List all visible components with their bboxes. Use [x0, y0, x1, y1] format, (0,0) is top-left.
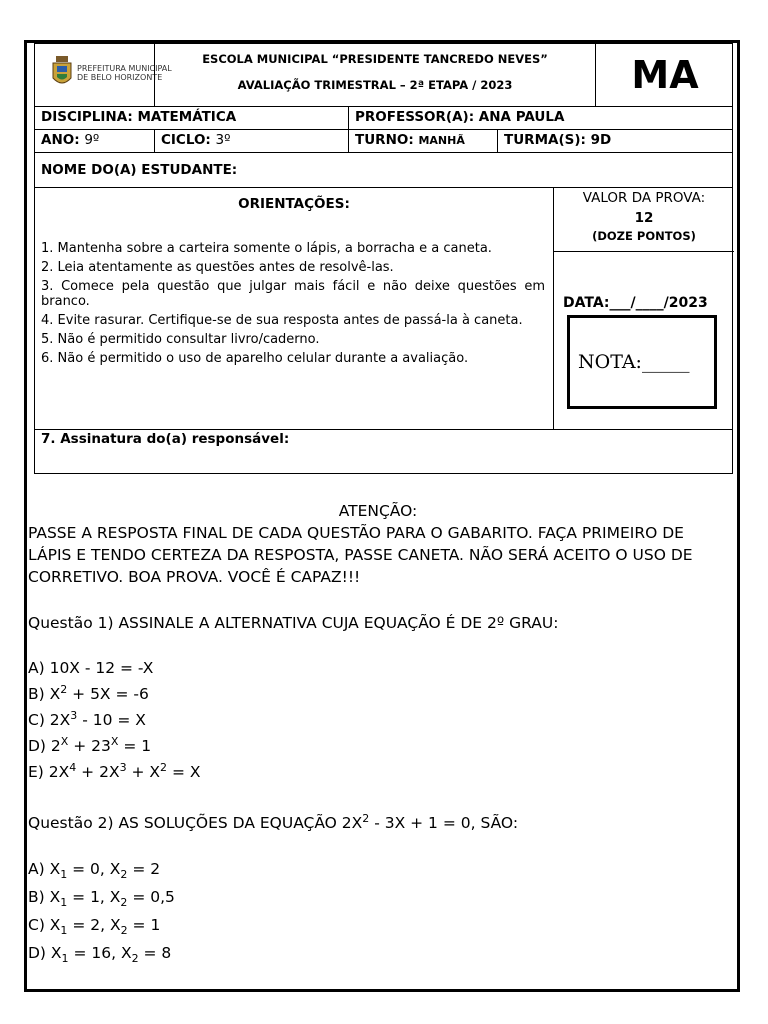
- questao1-option-a: A) 10X - 12 = -X: [28, 659, 154, 677]
- disciplina-label: DISCIPLINA: MATEMÁTICA: [41, 109, 237, 125]
- logo-text-line2: DE BELO HORIZONTE: [77, 73, 163, 82]
- atencao-title: ATENÇÃO:: [338, 502, 418, 520]
- turno-label: TURNO:: [355, 132, 414, 148]
- ano-label: ANO:: [41, 132, 80, 148]
- ano-field: [41, 132, 99, 148]
- atencao-text: PASSE A RESPOSTA FINAL DE CADA QUESTÃO PARA O GABARITO. FAÇA PRIMEIRO DE LÁPIS E TENDO CERTEZA DA RESPOSTA, PASSE CANETA. NÃO SERÁ ACEITO O USO DE CORRETIVO. BOA PROVA. VOCÊ É CAPAZ!!!: [28, 524, 693, 586]
- ano-row: [35, 130, 732, 153]
- assinatura-label: 7. Assinatura do(a) responsável:: [41, 431, 290, 447]
- professor-label: PROFESSOR(A): ANA PAULA: [355, 109, 565, 125]
- disciplina-row: [35, 107, 732, 130]
- divider: [348, 130, 349, 152]
- orientacao-item: 4. Evite rasurar. Certifique-se de sua resposta antes de passá-la à caneta.: [41, 313, 523, 328]
- header-table: [34, 43, 733, 474]
- questao1-option-e: E) $2X^4 + 2X^3 + X^2 = X$: [28, 760, 201, 781]
- divider: [554, 251, 734, 252]
- questao1-option-b: B) $X^2 + 5X = -6$: [28, 682, 149, 703]
- orientacao-item: 3. Comece pela questão que julgar mais fácil e não deixe questões em branco.: [41, 279, 545, 309]
- divider: [497, 130, 498, 152]
- questao2-title: Questão 2) AS SOLUÇÕES DA EQUAÇÃO $2X^2 - 3X + 1 = 0$, SÃO:: [28, 811, 519, 832]
- questao2-option-d: D) $X_1 = 16$, $X_2 = 8$: [28, 944, 172, 966]
- questao2-option-c: C) $X_1 = 2$, $X_2 = 1$: [28, 916, 161, 938]
- valor-extenso: (DOZE PONTOS): [592, 229, 696, 243]
- ciclo-field: [161, 132, 231, 148]
- orientacoes-row: [35, 188, 732, 430]
- valor-block: [554, 188, 734, 243]
- nome-label: NOME DO(A) ESTUDANTE:: [41, 162, 238, 178]
- orientacoes-list: [41, 241, 545, 370]
- questao1-option-c: C) $2X^3 - 10 = X$: [28, 708, 146, 729]
- school-title-block: [155, 52, 595, 104]
- ciclo-label: CICLO:: [161, 132, 211, 148]
- turno-field: [355, 132, 465, 148]
- assinatura-row: [35, 430, 732, 474]
- divider: [348, 107, 349, 129]
- orientacao-item: 1. Mantenha sobre a carteira somente o lápis, a borracha e a caneta.: [41, 241, 492, 256]
- orientacao-item: 5. Não é permitido consultar livro/caderno.: [41, 332, 320, 347]
- nome-row: [35, 153, 732, 188]
- logo-text-line1: PREFEITURA MUNICIPAL: [77, 64, 172, 73]
- orientacao-item: 6. Não é permitido o uso de aparelho celular durante a avaliação.: [41, 351, 469, 366]
- school-row: [35, 44, 732, 107]
- coat-of-arms-icon: [51, 56, 73, 90]
- evaluation-title: AVALIAÇÃO TRIMESTRAL – 2ª ETAPA / 2023: [237, 78, 513, 92]
- valor-value: 12: [634, 210, 654, 226]
- valor-label: VALOR DA PROVA:: [582, 190, 706, 206]
- ano-value: 9º: [84, 132, 100, 148]
- exam-code: MA: [595, 44, 734, 106]
- questao1-option-d: D) $2^X + 23^X = 1$: [28, 734, 152, 755]
- turno-value: MANHÃ: [418, 134, 465, 147]
- data-field: DATA:___/____/2023: [563, 295, 708, 311]
- divider: [154, 130, 155, 152]
- questao1-title: Questão 1) ASSINALE A ALTERNATIVA CUJA EQUAÇÃO É DE 2º GRAU:: [28, 614, 559, 632]
- questao2-option-b: B) $X_1 = 1$, $X_2 = 0,5$: [28, 888, 175, 910]
- ciclo-value: 3º: [215, 132, 231, 148]
- turma-label: TURMA(S): 9D: [504, 132, 612, 148]
- nota-box: NOTA:_____: [567, 315, 717, 409]
- questao2-option-a: A) $X_1 = 0$, $X_2 = 2$: [28, 860, 161, 882]
- orientacao-item: 2. Leia atentamente as questões antes de resolvê-las.: [41, 260, 394, 275]
- orientacoes-title: ORIENTAÇÕES:: [238, 196, 350, 212]
- school-name: ESCOLA MUNICIPAL “PRESIDENTE TANCREDO NEVES”: [202, 52, 548, 66]
